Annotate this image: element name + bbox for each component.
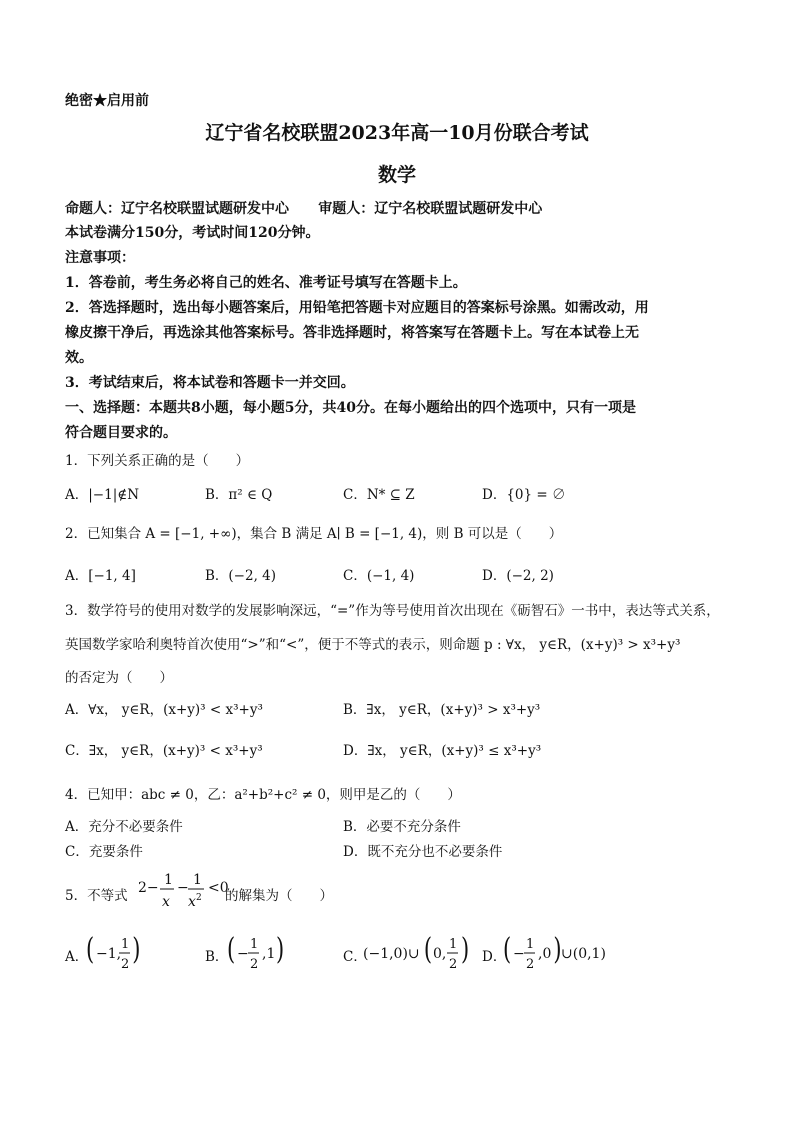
svg-text:x: x <box>188 894 196 910</box>
q4-stem: 4．已知甲：abc ≠ 0，乙：a²+b²+c² ≠ 0，则甲是乙的（ ） <box>65 787 461 803</box>
section-1-heading-line-2: 符合题目要求的。 <box>65 425 177 441</box>
svg-text:−: − <box>237 946 249 962</box>
q5-option-b-label: B． <box>205 949 229 965</box>
q4-option-b: B．必要不充分条件 <box>343 819 461 835</box>
svg-text:,0: ,0 <box>538 946 552 962</box>
svg-text:1: 1 <box>250 937 259 952</box>
svg-text:1: 1 <box>526 937 535 952</box>
q5-option-c-formula <box>363 930 468 976</box>
q2-option-b: B．(−2, 4) <box>205 568 277 584</box>
svg-text:<0: <0 <box>208 880 229 896</box>
note-1: 1．答卷前，考生务必将自己的姓名、准考证号填写在答题卡上。 <box>65 275 467 291</box>
q1-option-a: A．|−1|∉N <box>65 487 140 503</box>
svg-text:2: 2 <box>526 957 535 972</box>
svg-text:−: − <box>177 880 189 896</box>
q3-option-c: C．∃x， y∈R，(x+y)³ < x³+y³ <box>65 743 263 759</box>
svg-text:1: 1 <box>164 872 173 888</box>
svg-text:2−: 2− <box>138 880 159 896</box>
svg-text:∪(0,1): ∪(0,1) <box>561 946 606 962</box>
svg-text:−1,: −1, <box>96 946 122 962</box>
q3-option-d: D．∃x， y∈R，(x+y)³ ≤ x³+y³ <box>343 743 542 759</box>
svg-text:0,: 0, <box>433 946 447 962</box>
score-time-line: 本试卷满分150分，考试时间120分钟。 <box>65 225 320 241</box>
note-2-line-3: 效。 <box>65 350 93 366</box>
section-1-heading-line-1: 一、选择题：本题共8小题，每小题5分，共40分。在每小题给出的四个选项中，只有一项是 <box>65 400 636 416</box>
svg-text:): ) <box>553 932 562 968</box>
q5-option-d-label: D． <box>482 949 507 965</box>
svg-text:x: x <box>162 894 170 910</box>
subject-title: 数学 <box>377 164 416 186</box>
q3-line-2: 英国数学家哈利奥特首次使用“>”和“<”，便于不等式的表示，则命题 p : ∀x， y∈R，(x+y)³ > x³+y³ <box>65 637 681 653</box>
q3-line-3: 的否定为（ ） <box>65 670 173 686</box>
exam-title: 辽宁省名校联盟2023年高一10月份联合考试 <box>205 122 589 144</box>
q4-option-c: C．充要条件 <box>65 844 143 860</box>
authors-line: 命题人：辽宁名校联盟试题研发中心 审题人：辽宁名校联盟试题研发中心 <box>65 201 543 217</box>
q2-option-c: C．(−1, 4) <box>343 568 415 584</box>
svg-text:2: 2 <box>449 957 458 972</box>
q2-option-a: A．[−1, 4] <box>65 568 136 584</box>
q1-option-d: D．{0} = ∅ <box>482 487 566 503</box>
q5-option-d-formula <box>503 930 613 976</box>
q5-stem-prefix: 5．不等式 <box>65 888 128 904</box>
svg-text:2: 2 <box>196 893 202 903</box>
svg-text:): ) <box>461 932 470 968</box>
note-2-line-2: 橡皮擦干净后，再选涂其他答案标号。答非选择题时，将答案写在答题卡上。写在本试卷上无 <box>65 325 639 341</box>
svg-text:1: 1 <box>121 937 130 952</box>
svg-text:(: ( <box>423 932 433 968</box>
svg-text:2: 2 <box>121 957 130 972</box>
svg-text:2: 2 <box>250 957 259 972</box>
q2-option-d: D．(−2, 2) <box>482 568 554 584</box>
note-3: 3．考试结束后，将本试卷和答题卡一并交回。 <box>65 375 355 391</box>
svg-text:): ) <box>276 932 285 968</box>
notes-title: 注意事项： <box>65 250 135 266</box>
q2-stem: 2．已知集合 A = [−1, +∞)，集合 B 满足 A∣ B = [−1, 4)，则 B 可以是（ ） <box>65 526 563 542</box>
q1-option-b: B．π² ∈ Q <box>205 487 273 503</box>
svg-text:): ) <box>132 932 141 968</box>
q5-stem-suffix: 的解集为（ ） <box>225 888 333 904</box>
q5-option-a-formula <box>86 930 146 976</box>
svg-text:1: 1 <box>449 937 458 952</box>
q4-option-a: A．充分不必要条件 <box>65 819 183 835</box>
svg-text:(: ( <box>503 932 512 968</box>
svg-text:(: ( <box>86 932 95 968</box>
q3-option-b: B．∃x， y∈R，(x+y)³ > x³+y³ <box>343 702 541 718</box>
svg-text:(−1,0)∪: (−1,0)∪ <box>363 946 420 962</box>
q5-option-c-label: C． <box>343 949 367 965</box>
q1-option-c: C．N* ⊆ Z <box>343 487 415 503</box>
svg-text:−: − <box>513 946 525 962</box>
q4-option-d: D．既不充分也不必要条件 <box>343 844 503 860</box>
svg-text:(: ( <box>227 932 236 968</box>
q5-option-a-label: A． <box>65 949 89 965</box>
q5-option-b-formula <box>227 930 287 976</box>
confidential-mark: 绝密★启用前 <box>65 93 149 109</box>
q1-stem: 1．下列关系正确的是（ ） <box>65 453 250 469</box>
q3-option-a: A．∀x， y∈R，(x+y)³ < x³+y³ <box>65 702 263 718</box>
q3-line-1: 3．数学符号的使用对数学的发展影响深远，“=”作为等号使用首次出现在《砺智石》一书中，表达等式关系， <box>65 603 720 619</box>
note-2-line-1: 2．答选择题时，选出每小题答案后，用铅笔把答题卡对应题目的答案标号涂黑。如需改动，用 <box>65 300 649 316</box>
svg-text:1: 1 <box>193 872 202 888</box>
svg-text:,1: ,1 <box>262 946 276 962</box>
q5-inequality-formula <box>138 870 228 914</box>
